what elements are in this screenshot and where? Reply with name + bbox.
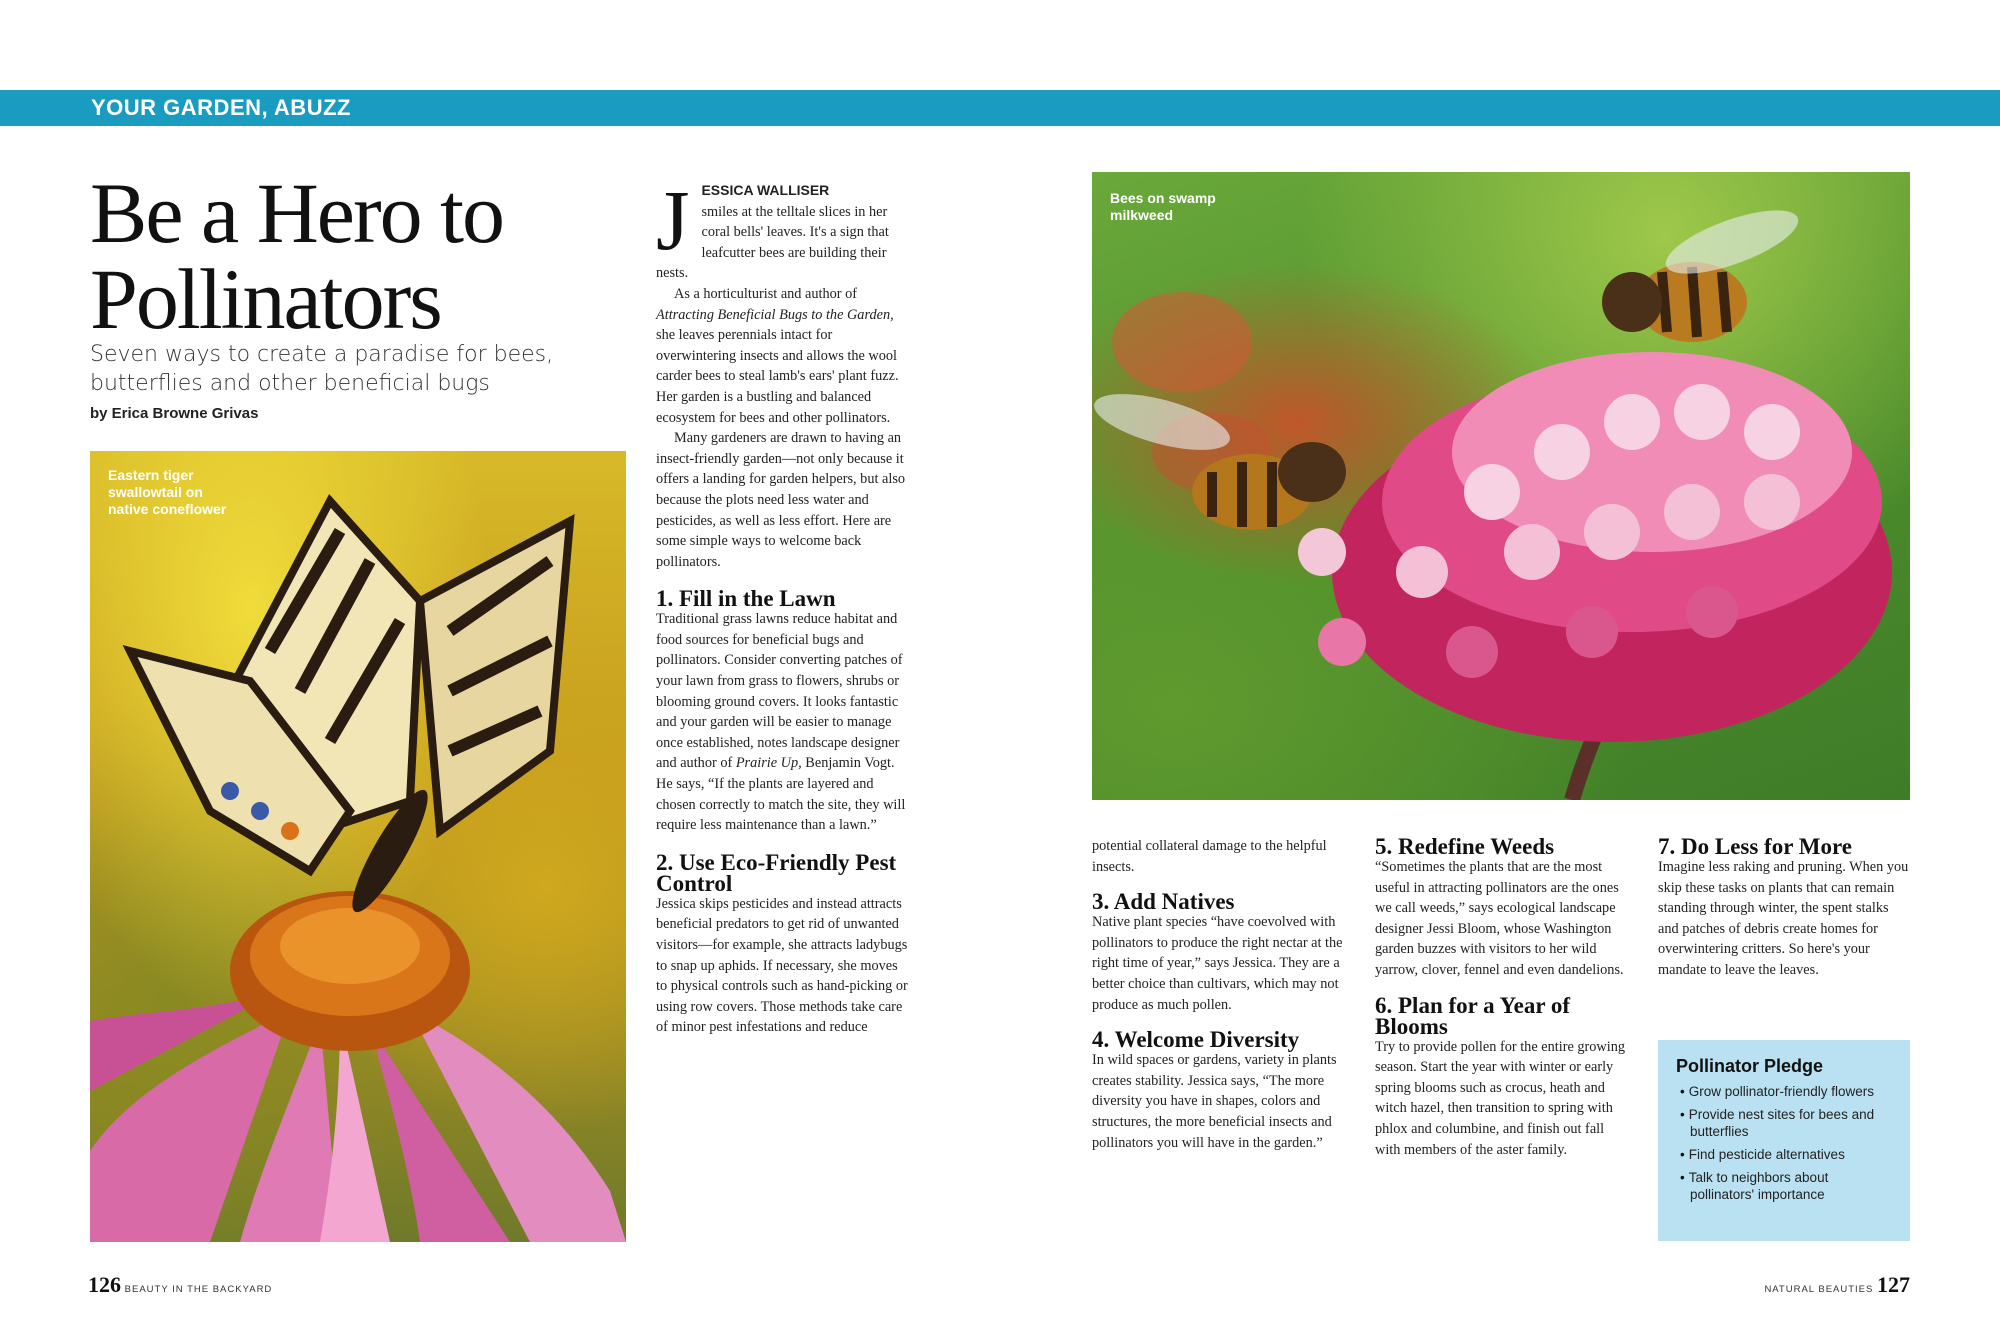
intro-paragraph-2 — [656, 284, 908, 428]
intro-paragraph-3: Many gardeners are drawn to having an insect-friendly garden—not only because it offers a landing for garden helpers, but also because the plots need less water and pesticides, as well as less effort. Here are some simple ways to welcome back pollinators. — [656, 430, 906, 570]
caption-line: swallowtail on — [108, 484, 203, 500]
running-footer-left: BEAUTY IN THE BACKYARD — [124, 1284, 273, 1295]
page-number-right: 127 — [1877, 1272, 1910, 1297]
butterfly — [130, 501, 570, 920]
section-banner-label: YOUR GARDEN, ABUZZ — [91, 95, 351, 120]
tip-7-heading: 7. Do Less for More — [1658, 834, 1852, 859]
pledge-title: Pollinator Pledge — [1676, 1056, 1824, 1076]
article-deck: Seven ways to create a paradise for bees, butterflies and other beneficial bugs — [90, 342, 554, 396]
bees-photo-caption — [1110, 190, 1216, 224]
drop-cap: J — [656, 172, 690, 268]
tip-4-heading: 4. Welcome Diversity — [1092, 1027, 1300, 1053]
tip-1-body — [656, 609, 908, 836]
tip-2-body: Jessica skips pesticides and instead attracts beneficial predators to get rid of unwanted visitors—for example, she attracts ladybugs to snap up aphids. If necessary, she moves to physical controls such as hand-picking or using row covers. Those methods take care of minor pest infestations and reduce — [656, 895, 908, 1036]
pollinator-pledge-box — [1658, 1040, 1910, 1241]
tip-1-text-b: Benjamin Vogt. He says, “If the plants are layered and chosen correctly to match the site, they will require less maintenance than a lawn.” — [656, 755, 906, 834]
pledge-item: • Grow pollinator-friendly flowers — [1676, 1083, 1894, 1100]
pledge-item: • Provide nest sites for bees and butterflies — [1676, 1106, 1894, 1140]
folio-right — [1764, 1272, 1910, 1298]
tip-5-body: “Sometimes the plants that are the most useful in attracting pollinators are the ones we call weeds,” says ecological landscape designer Jessi Bloom, whose Washington garden buzzes with visitors to her wild yarrow, clover, fennel and even dandelions. — [1375, 859, 1624, 978]
tip-3-heading: 3. Add Natives — [1092, 889, 1235, 915]
bee-right — [1602, 197, 1805, 342]
section-banner — [0, 90, 2000, 126]
book-title: Attracting Beneficial Bugs to the Garden, — [656, 306, 894, 323]
lead-in: ESSICA WALLISER — [701, 182, 830, 198]
tip-4-body: In wild spaces or gardens, variety in plants creates stability. Jessica says, “The more diversity you have in shapes, colors and structures, the more beneficial insects and pollinators you will have in the garden.” — [1092, 1052, 1337, 1151]
caption-line: native coneflower — [108, 501, 227, 517]
headline-line-1: Be a Hero to — [90, 165, 504, 261]
caption-line: Bees on swamp — [1110, 190, 1216, 206]
intro-text-2b: she leaves perennials intact for overwintering insects and allows the wool carder bees to steal lamb's ears' plant fuzz. Her garden is a bustling and balanced ecosystem for bees and other pollinators. — [656, 327, 899, 426]
tip-6-heading: 6. Plan for a Year of Blooms — [1375, 992, 1571, 1039]
article-headline — [90, 165, 650, 347]
bees-illustration — [1092, 172, 1910, 800]
tip-3-body: Native plant species “have coevolved with pollinators to produce the right nectar at the right time of year,” says Jessica. They are a better choice than cultivars, which may not produce as much pollen. — [1092, 914, 1343, 1013]
tip-1-heading: 1. Fill in the Lawn — [656, 586, 836, 612]
tip-5-heading: 5. Redefine Weeds — [1375, 834, 1555, 859]
pledge-item: • Find pesticide alternatives — [1676, 1146, 1894, 1163]
bees-photo — [1092, 172, 1910, 800]
pledge-item: • Talk to neighbors about pollinators' importance — [1676, 1169, 1894, 1203]
tip-2-heading: 2. Use Eco-Friendly Pest Control — [656, 849, 897, 896]
caption-line: milkweed — [1110, 207, 1174, 223]
butterfly-photo-caption — [108, 467, 226, 518]
body-column-1 — [656, 172, 908, 1038]
intro-text-1: smiles at the telltale slices in her coral bells' leaves. It's a sign that leafcutter bees are building their nests. — [656, 203, 889, 282]
body-column-3 — [1375, 836, 1630, 1160]
page-number-left: 126 — [88, 1272, 121, 1297]
caption-line: Eastern tiger — [108, 467, 194, 483]
intro-text-2a: As a horticulturist and author of — [674, 285, 858, 302]
butterfly-illustration — [90, 451, 626, 1242]
book-title: Prairie Up, — [735, 755, 802, 772]
butterfly-photo — [90, 451, 626, 1242]
byline: by Erica Browne Grivas — [90, 405, 259, 422]
running-footer-right: NATURAL BEAUTIES — [1764, 1284, 1874, 1295]
tip-6-body: Try to provide pollen for the entire growing season. Start the year with winter or early spring blooms such as crocus, heath and witch hazel, then transition to spring with phlox and columbine, and finish out fall with members of the aster family. — [1375, 1038, 1626, 1158]
folio-left — [88, 1272, 272, 1298]
intro-paragraph-1 — [656, 172, 908, 284]
body-column-2 — [1092, 836, 1344, 1153]
tip-2-continued: potential collateral damage to the helpful insects. — [1092, 838, 1327, 875]
pledge-list — [1676, 1083, 1894, 1203]
tip-1-text-a: Traditional grass lawns reduce habitat and food sources for beneficial bugs and pollinators. Consider converting patches of your lawn from grass to flowers, shrubs or blooming ground covers. It looks fantastic and your garden will be easier to manage once established, notes landscape designer and author of — [656, 611, 903, 772]
headline-line-2: Pollinators — [90, 251, 441, 347]
tip-7-body: Imagine less raking and pruning. When you skip these tasks on plants that can remain standing through winter, the spent stalks and patches of debris create homes for overwintering critters. So here's your mandate to leave the leaves. — [1658, 859, 1909, 978]
body-column-4 — [1658, 836, 1910, 981]
milkweed-flower-cluster — [1298, 352, 1892, 742]
